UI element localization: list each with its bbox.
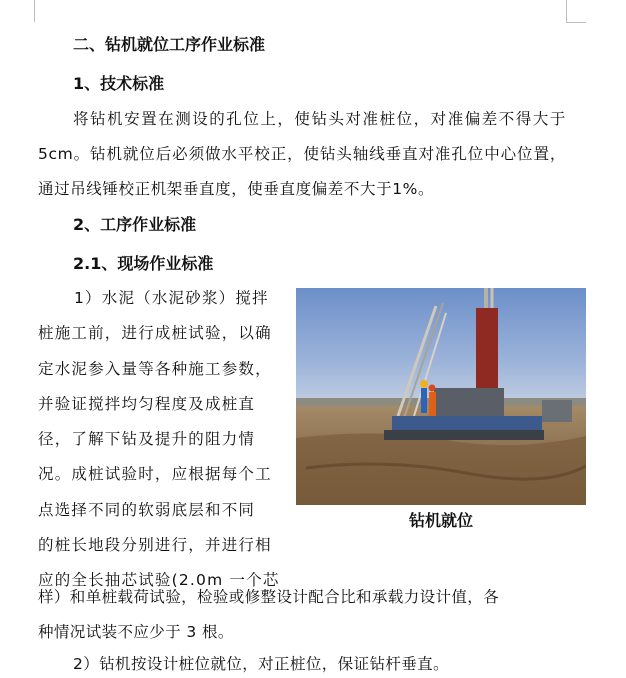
page-corner-mark-right	[566, 0, 567, 22]
text-line: 径，了解下钻及提升的阻力情	[38, 430, 256, 449]
text-line: 桩施工前，进行成桩试验，以确	[38, 324, 272, 343]
text-line: 点选择不同的软弱底层和不同	[38, 500, 256, 519]
tech-standard-heading: 1、技术标准	[73, 74, 165, 93]
text-line: 况。成桩试验时，应根据每个工	[38, 465, 272, 484]
section-heading: 二、钻机就位工序作业标准	[73, 35, 266, 54]
item1-continuation	[38, 580, 566, 650]
text-line: 种情况试装不应少于 3 根。	[38, 623, 234, 641]
page-corner-mark-right-h	[566, 22, 586, 23]
page-corner-mark-left	[34, 0, 35, 22]
text-line: 样）和单桩载荷试验，检验或修整设计配合比和承载力设计值，各	[38, 588, 500, 606]
text-line: 的桩长地段分别进行，并进行相	[38, 536, 272, 555]
photo-caption: 钻机就位	[408, 511, 473, 530]
text-line: 应的全长抽芯试验(2.0m 一个芯	[38, 571, 280, 590]
drilling-rig-photo-graphic	[296, 288, 586, 505]
tech-standard-paragraph: 将钻机安置在测设的孔位上，使钻头对准桩位，对准偏差不得大于5cm。钻机就位后必须做水平校正，使钻头轴线垂直对准孔位中心位置，通过吊线锤校正机架垂直度，使垂直度偏差不大于1%。	[38, 110, 566, 198]
drilling-rig-photo	[296, 288, 586, 505]
item1-wrapped-text	[38, 281, 296, 599]
site-standard-heading: 2.1、现场作业标准	[73, 254, 214, 273]
item2-paragraph: 2）钻机按设计桩位就位，对正桩位，保证钻杆垂直。	[73, 655, 449, 673]
document-page	[38, 0, 566, 674]
text-line: 1）水泥（水泥砂浆）搅拌	[74, 289, 269, 307]
process-standard-heading: 2、工序作业标准	[73, 215, 197, 234]
text-line: 定水泥参入量等各种施工参数，	[38, 359, 272, 378]
text-line: 并验证搅拌均匀程度及成桩直	[38, 394, 256, 413]
